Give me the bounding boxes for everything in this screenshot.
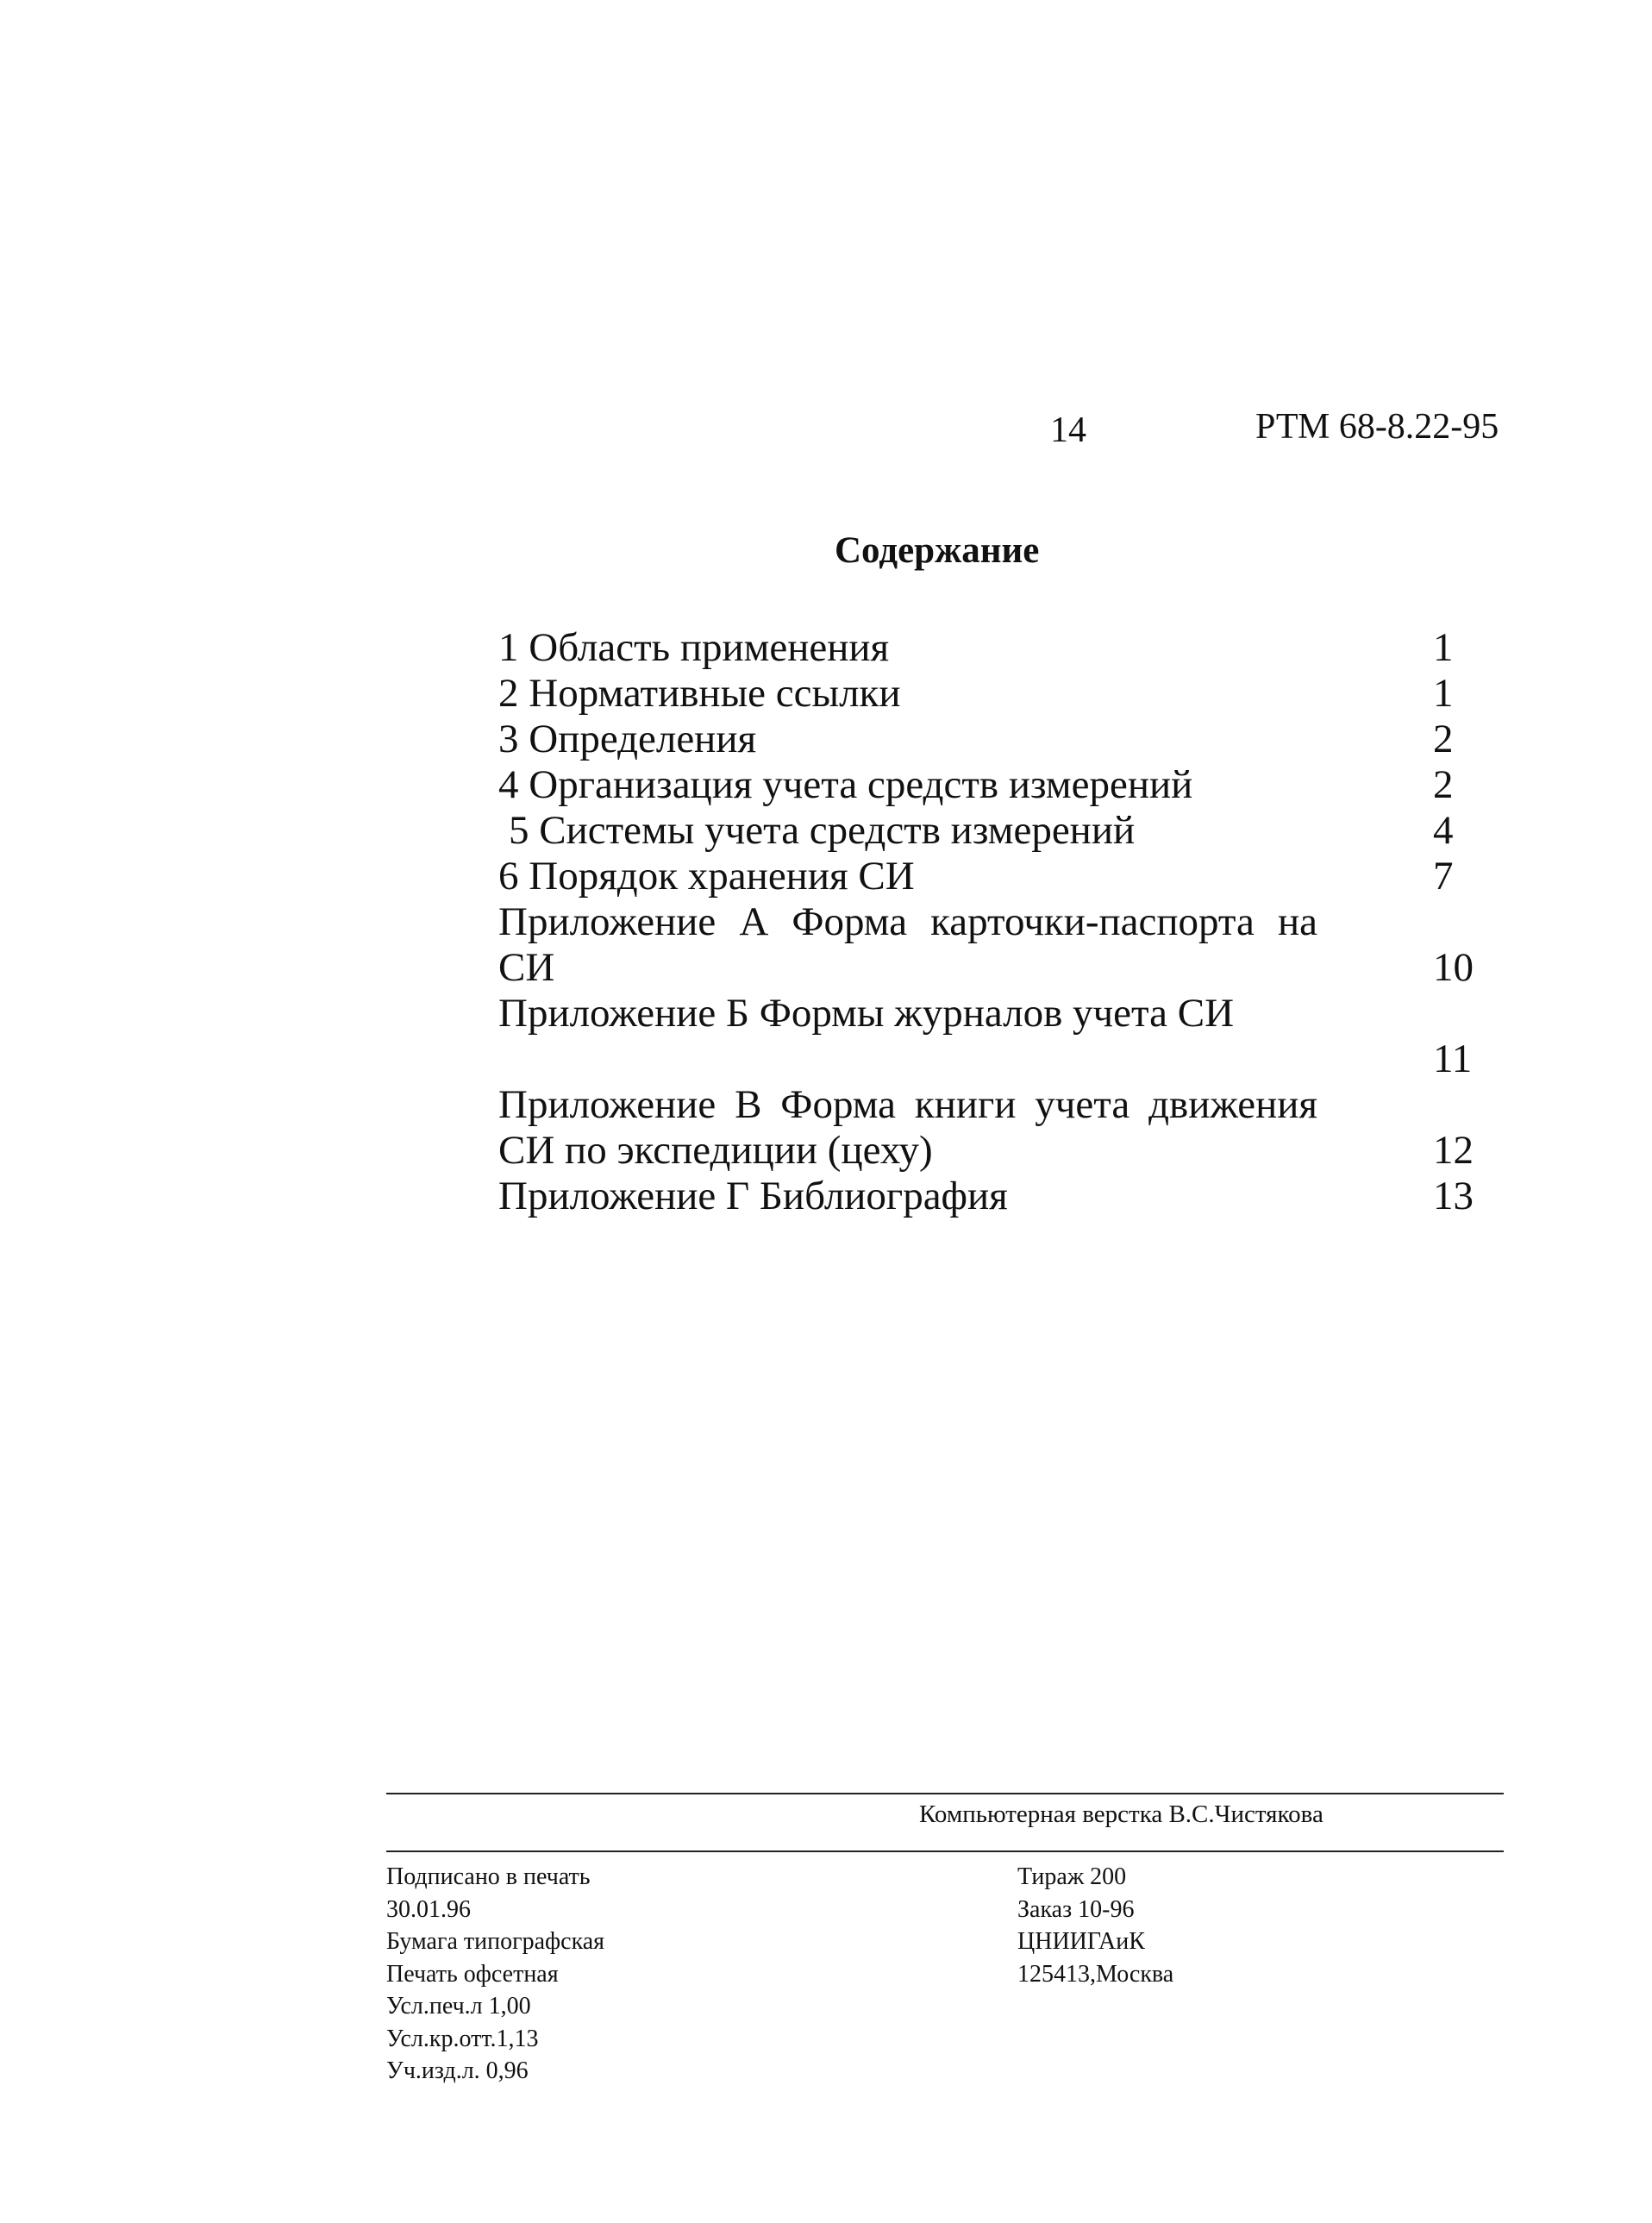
imprint-line: Усл.печ.л 1,00 xyxy=(386,1993,531,2019)
toc-entry-label: Приложение Б Формы журналов учета СИ xyxy=(498,991,1235,1036)
imprint-line: Уч.изд.л. 0,96 xyxy=(386,2057,529,2084)
imprint-line: 30.01.96 xyxy=(386,1895,471,1923)
document-code: РТМ 68-8.22-95 xyxy=(1255,407,1499,447)
toc-entry xyxy=(498,1082,1490,1174)
table-of-contents xyxy=(498,625,1490,1219)
toc-entry-page: 12 xyxy=(1433,1128,1474,1173)
imprint-line: Заказ 10-96 xyxy=(1017,1895,1135,1923)
toc-entry-label: Приложение В Форма книги учета движения СИ по экспедиции (цеху) xyxy=(498,1082,1317,1173)
divider-line xyxy=(386,1850,1504,1852)
toc-entry-label: Приложение Г Библиография xyxy=(498,1174,1008,1218)
imprint-details-left xyxy=(386,1861,604,2088)
page-number: 14 xyxy=(1050,410,1086,450)
toc-entry-label: 6 Порядок хранения СИ xyxy=(498,854,915,899)
imprint-details-right xyxy=(1017,1861,1173,1990)
toc-entry xyxy=(498,1174,1490,1219)
toc-entry xyxy=(498,625,1490,671)
toc-entry xyxy=(498,899,1490,991)
toc-entry-label: 1 Область применения xyxy=(498,625,890,670)
toc-entry-label: 3 Определения xyxy=(498,717,757,761)
toc-entry-page: 7 xyxy=(1433,854,1454,899)
toc-entry-page: 11 xyxy=(1433,1036,1473,1081)
toc-entry-page: 1 xyxy=(1433,671,1454,716)
toc-entry-label: 2 Нормативные ссылки xyxy=(498,671,901,716)
layout-credit: Компьютерная верстка В.С.Чистякова xyxy=(919,1800,1323,1828)
toc-entry xyxy=(498,762,1490,808)
toc-entry-label: 5 Системы учета средств измерений xyxy=(509,808,1136,853)
imprint-line: Печать офсетная xyxy=(386,1960,559,1988)
toc-entry xyxy=(498,671,1490,717)
imprint-line: Бумага типографская xyxy=(386,1928,605,1955)
toc-entry-page: 4 xyxy=(1433,808,1454,853)
divider-line xyxy=(386,1793,1504,1794)
toc-entry xyxy=(498,717,1490,762)
toc-entry-page: 10 xyxy=(1433,945,1474,990)
toc-entry-label: 4 Организация учета средств измерений xyxy=(498,762,1193,807)
imprint-line: ЦНИИГАиК xyxy=(1017,1928,1145,1955)
toc-entry-page: 2 xyxy=(1433,762,1454,807)
toc-entry-label: Приложение А Форма карточки-паспорта на СИ xyxy=(498,899,1317,990)
toc-entry-page: 2 xyxy=(1433,717,1454,761)
toc-entry-page: 1 xyxy=(1433,625,1454,670)
imprint-line: Подписано в печать xyxy=(386,1863,591,1890)
toc-entry-page: 13 xyxy=(1433,1174,1474,1218)
imprint-line: Тираж 200 xyxy=(1017,1863,1127,1890)
imprint-line: 125413,Москва xyxy=(1017,1960,1174,1988)
toc-entry xyxy=(498,808,1490,854)
imprint-line: Усл.кр.отт.1,13 xyxy=(386,2025,539,2052)
toc-title: Содержание xyxy=(835,530,1040,571)
toc-entry xyxy=(498,854,1490,899)
toc-entry xyxy=(498,991,1490,1082)
